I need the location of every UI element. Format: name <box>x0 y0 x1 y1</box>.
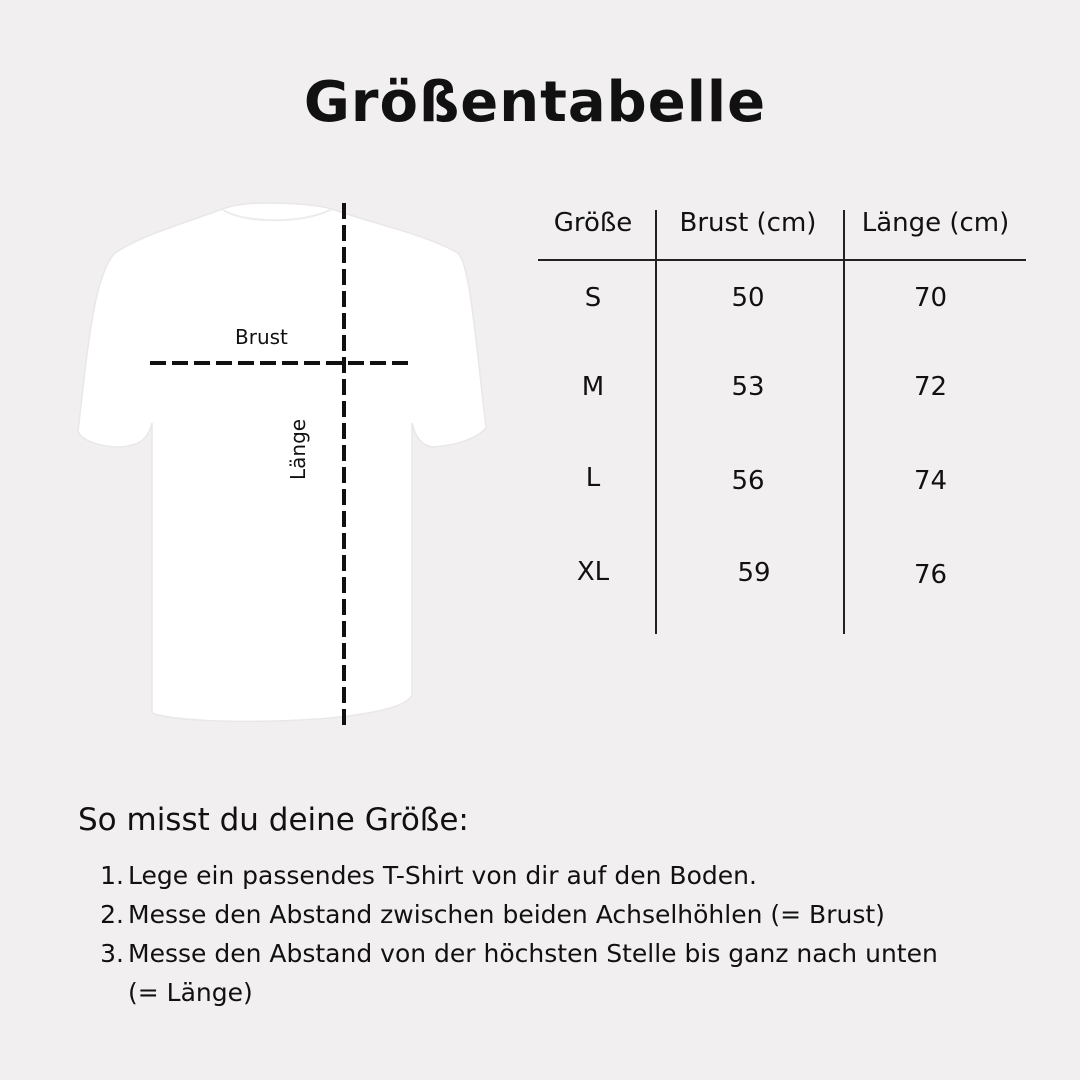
cell-laenge: 76 <box>913 560 948 590</box>
cell-laenge: 72 <box>913 372 948 402</box>
howto-steps <box>90 856 968 1012</box>
cell-brust: 59 <box>737 558 771 588</box>
howto-title: So misst du deine Größe: <box>78 802 469 838</box>
cell-brust: 50 <box>731 283 765 313</box>
cell-laenge: 70 <box>913 283 948 313</box>
list-item <box>90 856 968 895</box>
cell-size: L <box>585 463 601 493</box>
step-number: 3. <box>100 939 124 968</box>
header-laenge: Länge (cm) <box>861 208 1010 238</box>
cell-size: S <box>584 283 602 313</box>
size-table <box>538 200 1028 640</box>
step-number: 1. <box>100 861 124 890</box>
list-item <box>90 895 968 934</box>
cell-brust: 53 <box>731 372 765 402</box>
step-number: 2. <box>100 900 124 929</box>
page-title: Größentabelle <box>303 70 767 135</box>
step-text: Messe den Abstand zwischen beiden Achselhöhlen (= Brust) <box>128 900 885 929</box>
header-brust: Brust (cm) <box>679 208 817 238</box>
tshirt-illustration <box>70 195 500 735</box>
step-text: Messe den Abstand von der höchsten Stelle bis ganz nach unten (= Länge) <box>128 939 938 1007</box>
list-item <box>90 934 968 1012</box>
tshirt-diagram <box>70 195 500 735</box>
header-size: Größe <box>553 208 633 238</box>
header-divider <box>538 259 1026 261</box>
cell-brust: 56 <box>731 466 765 496</box>
cell-laenge: 74 <box>913 466 948 496</box>
column-divider <box>655 210 657 634</box>
laenge-label: Länge <box>286 418 310 480</box>
brust-label: Brust <box>235 325 288 349</box>
cell-size: M <box>581 372 605 402</box>
cell-size: XL <box>576 557 610 587</box>
step-text: Lege ein passendes T-Shirt von dir auf den Boden. <box>128 861 757 890</box>
